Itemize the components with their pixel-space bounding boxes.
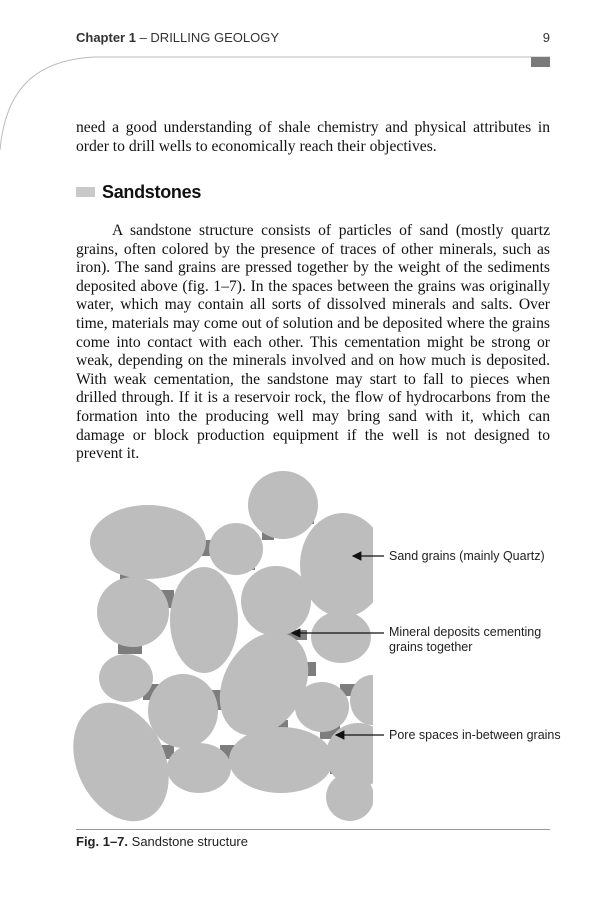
- caption-number: Fig. 1–7.: [76, 834, 129, 849]
- sand-grain: [148, 674, 218, 748]
- sand-grain: [350, 675, 394, 725]
- section-marker: [76, 187, 95, 197]
- label-pore-spaces: Pore spaces in-between grains: [389, 728, 561, 742]
- running-header: [76, 30, 279, 45]
- label-sand-grains: Sand grains (mainly Quartz): [389, 549, 545, 563]
- intro-paragraph: need a good understanding of shale chemistry and physical attributes in order to drill wells to economically reach their objectives.: [76, 119, 550, 155]
- section-heading: [76, 181, 201, 203]
- sand-grain: [167, 743, 231, 793]
- chapter-label: Chapter 1: [76, 30, 136, 45]
- caption-text: Sandstone structure: [128, 834, 248, 849]
- figure-caption: [76, 834, 248, 849]
- section-title: Sandstones: [102, 181, 202, 202]
- chapter-title: – DRILLING GEOLOGY: [135, 30, 280, 45]
- sand-grain: [295, 682, 349, 732]
- sand-grain: [90, 505, 206, 579]
- grain-cluster: [55, 471, 394, 830]
- header-tab-marker: [531, 57, 550, 67]
- sand-grain: [229, 727, 333, 793]
- caption-rule: [76, 829, 550, 830]
- sand-grain: [300, 513, 386, 617]
- sand-grain: [97, 577, 169, 647]
- section-paragraph: A sandstone structure consists of particles of sand (mostly quartz grains, often colored by the presence of traces of other minerals, such as iron). The sand grains are pressed together by the weight of the sediments deposited above (fig. 1–7). In the spaces between the grains was originally water, which may contain all sorts of dissolved minerals and salts. Over time, materials may come out of solution and be deposited where the grains come into contact with each other. This cementation might be strong or weak, depending on the minerals involved and on how much is deposited. With weak cementation, the sandstone may start to fall to pieces when drilled through. If it is a reservoir rock, the flow of hydrocarbons from the formation into the producing well may bring sand with it, which can damage or block production equipment if the well is not designed to prevent it.: [76, 222, 550, 463]
- sand-grains: [55, 471, 394, 830]
- label-mineral-deposits: Mineral deposits cementing grains together: [389, 625, 542, 654]
- sand-grain: [209, 523, 263, 575]
- sand-grain: [241, 566, 311, 636]
- sand-grain: [248, 471, 318, 539]
- sand-grain: [326, 773, 374, 821]
- page-number: 9: [542, 30, 550, 45]
- sand-grain: [99, 654, 153, 702]
- sand-grain: [311, 611, 371, 663]
- sand-grain: [170, 567, 238, 673]
